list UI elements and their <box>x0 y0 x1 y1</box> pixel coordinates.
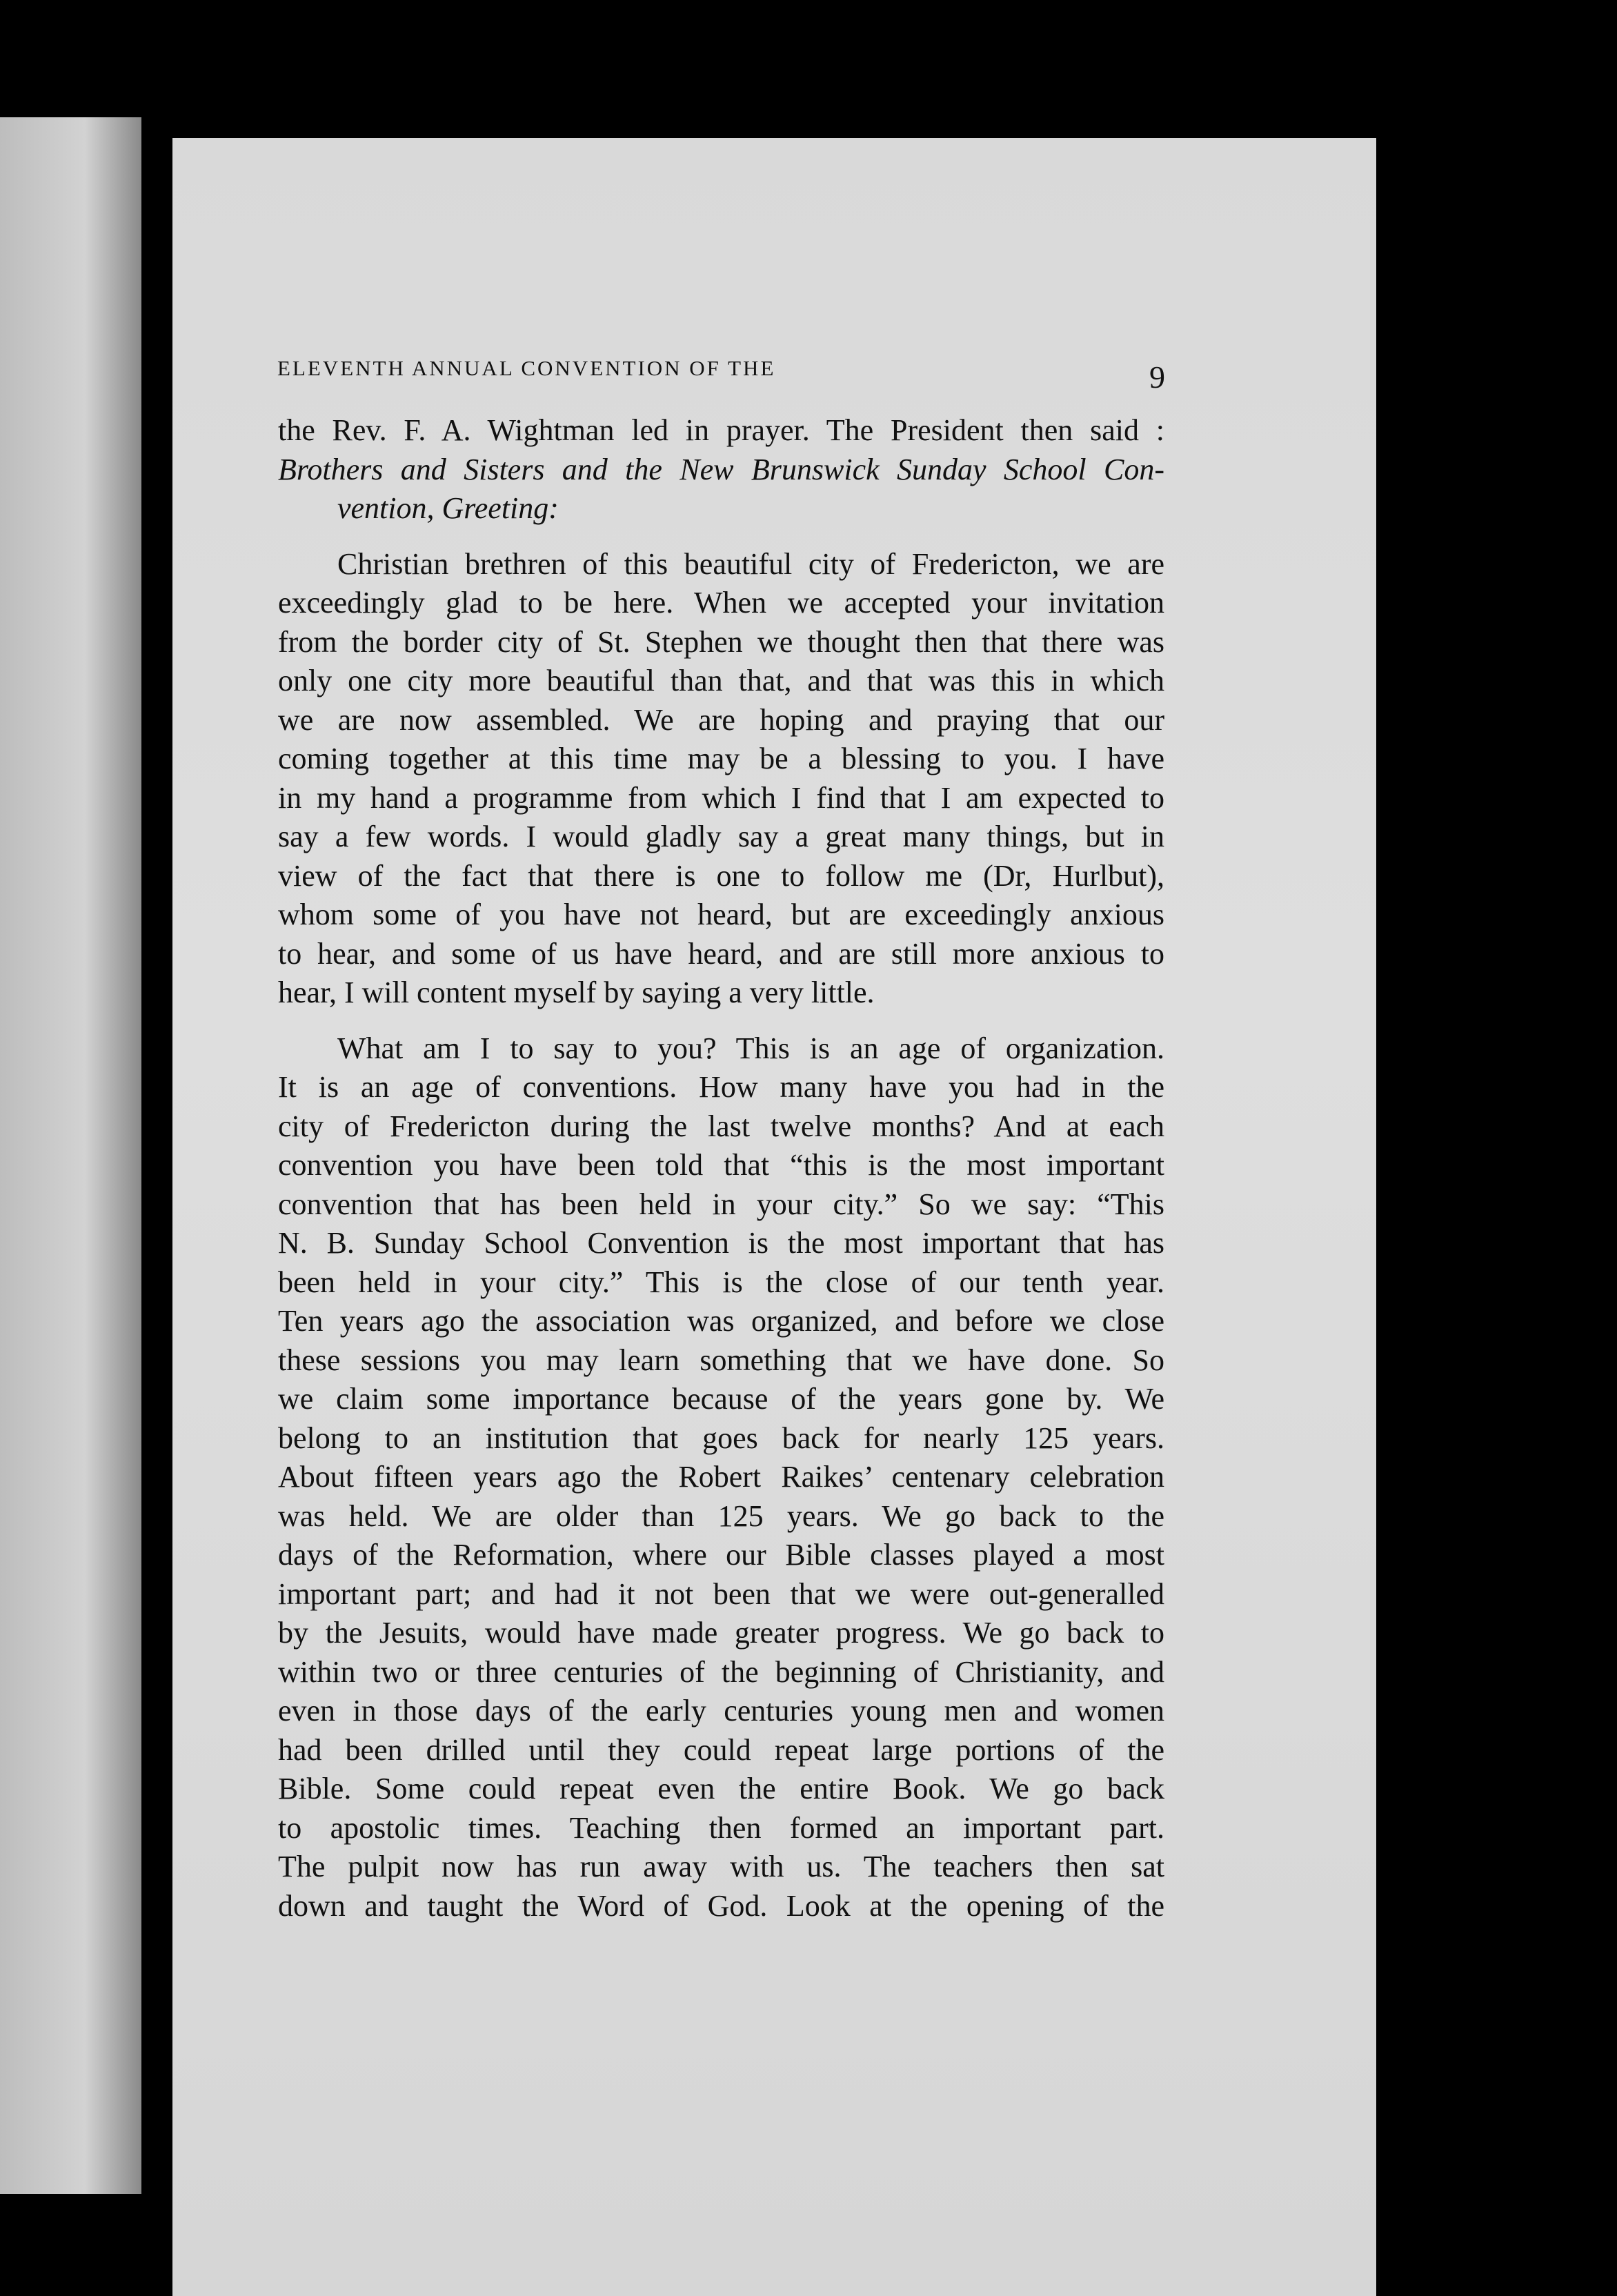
text-line: had been drilled until they could repeat large portions of the <box>278 1732 1164 1767</box>
text-line: by the Jesuits, would have made greater progress. We go back to <box>278 1616 1164 1650</box>
text-line: coming together at this time may be a blessing to you. I have <box>278 742 1164 775</box>
text-line: within two or three centuries of the beginning of Christianity, and <box>278 1654 1164 1689</box>
text-line: to apostolic times. Teaching then formed an important part. <box>278 1810 1164 1845</box>
text-line: only one city more beautiful than that, and that was this in which <box>278 664 1164 697</box>
text-line: these sessions you may learn something that we have done. So <box>278 1343 1164 1377</box>
text-line: was held. We are older than 125 years. We go back to the <box>278 1498 1164 1533</box>
text-line: say a few words. I would gladly say a great many things, but in <box>278 820 1164 853</box>
text-line: from the border city of St. Stephen we thought then that there was <box>278 624 1164 659</box>
adjacent-page-edge <box>0 117 141 2194</box>
text-line: What am I to say to you? This is an age of organization. <box>337 1031 1164 1065</box>
text-line: convention that has been held in your city.” So we say: “This <box>278 1187 1164 1221</box>
text-line: Bible. Some could repeat even the entire Book. We go back <box>278 1772 1164 1805</box>
text-line: been held in your city.” This is the close of our tenth year. <box>278 1265 1164 1299</box>
text-line: hear, I will content myself by saying a very little. <box>278 976 875 1009</box>
running-header: ELEVENTH ANNUAL CONVENTION OF THE <box>277 356 776 380</box>
body-text <box>278 411 1164 1926</box>
text-line: city of Fredericton during the last twelve months? And at each <box>278 1109 1164 1143</box>
paragraph-1 <box>278 545 1164 1013</box>
text-line: Ten years ago the association was organized, and before we close <box>278 1304 1164 1338</box>
paragraph-gap <box>278 528 1164 545</box>
text-line: The pulpit now has run away with us. The teachers then sat <box>278 1850 1164 1883</box>
text-line: in my hand a programme from which I find that I am expected to <box>278 780 1164 815</box>
text-line: the Rev. F. A. Wightman led in prayer. The President then said : <box>278 413 1164 447</box>
page-number: 9 <box>1149 359 1165 395</box>
paragraph-2 <box>278 1029 1164 1926</box>
text-line: vention, Greeting: <box>337 491 559 525</box>
text-line: convention you have been told that “this is the most important <box>278 1148 1164 1182</box>
text-line: to hear, and some of us have heard, and are still more anxious to <box>278 936 1164 971</box>
text-line: Christian brethren of this beautiful city of Fredericton, we are <box>337 546 1164 581</box>
text-line: About fifteen years ago the Robert Raikes’ centenary celebration <box>278 1460 1164 1494</box>
text-line: we claim some importance because of the years gone by. We <box>278 1382 1164 1416</box>
text-line: exceedingly glad to be here. When we accepted your invitation <box>278 586 1164 620</box>
paragraph-gap <box>278 1013 1164 1029</box>
text-line: we are now assembled. We are hoping and praying that our <box>278 702 1164 737</box>
greeting-paragraph <box>278 451 1164 528</box>
text-line: N. B. Sunday School Convention is the most important that has <box>278 1226 1164 1260</box>
text-line: Brothers and Sisters and the New Brunswick Sunday School Con- <box>278 452 1164 486</box>
text-line: whom some of you have not heard, but are exceedingly anxious <box>278 898 1164 931</box>
lead-in-paragraph <box>278 411 1164 451</box>
text-line: view of the fact that there is one to follow me (Dr, Hurlbut), <box>278 858 1164 893</box>
text-line: even in those days of the early centuries young men and women <box>278 1694 1164 1728</box>
text-line: It is an age of conventions. How many have you had in the <box>278 1070 1164 1104</box>
text-line: down and taught the Word of God. Look at the opening of the <box>278 1888 1164 1923</box>
text-line: belong to an institution that goes back for nearly 125 years. <box>278 1421 1164 1455</box>
text-line: important part; and had it not been that we were out-generalled <box>278 1576 1164 1611</box>
text-line: days of the Reformation, where our Bible classes played a most <box>278 1538 1164 1572</box>
